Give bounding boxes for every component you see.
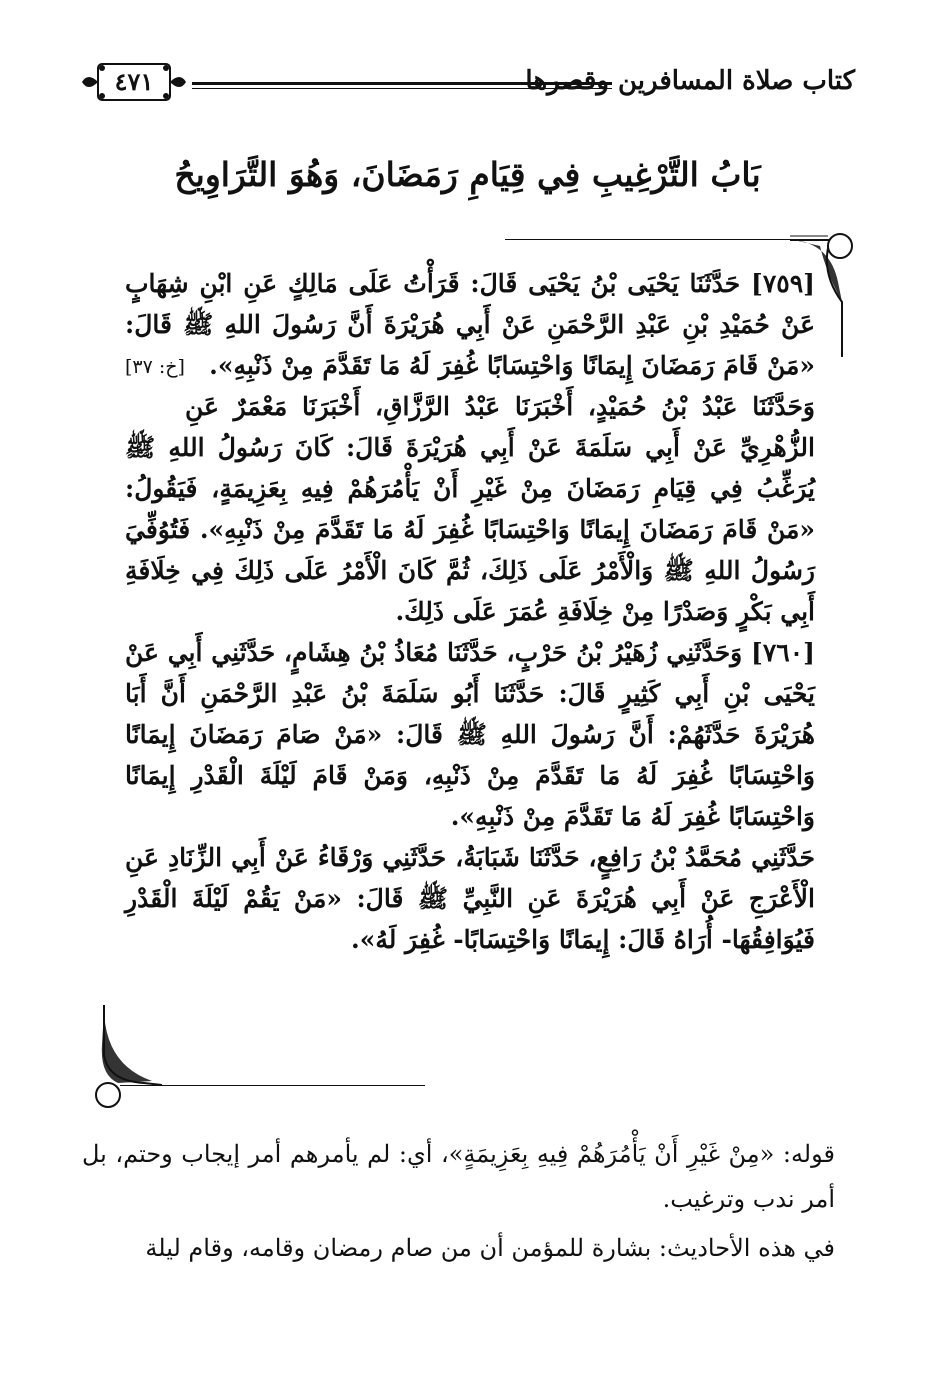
frame-line-bottom xyxy=(120,1085,425,1086)
page-number: ٤٧١ xyxy=(114,67,154,96)
commentary-text xyxy=(82,1132,835,1275)
hadith-paragraph: وَحَدَّثَنَا عَبْدُ بْنُ حُمَيْدٍ، أَخْبَرَنَا عَبْدُ الرَّزَّاقِ، أَخْبَرَنَا مَعْمَرٌ عَنِ الزُّهْرِيِّ عَنْ أَبِي سَلَمَةَ عَنْ أَبِي هُرَيْرَةَ قَالَ: كَانَ رَسُولُ اللهِ ﷺ يُرَغِّبُ فِي قِيَامِ رَمَضَانَ مِنْ غَيْرِ أَنْ يَأْمُرَهُمْ فِيهِ بِعَزِيمَةٍ، فَيَقُولُ: «مَنْ قَامَ رَمَضَانَ إِيمَانًا وَاحْتِسَابًا غُفِرَ لَهُ مَا تَقَدَّمَ مِنْ ذَنْبِهِ». فَتُوُفِّيَ رَسُولُ اللهِ ﷺ وَالْأَمْرُ عَلَى ذَلِكَ، ثُمَّ كَانَ الْأَمْرُ عَلَى ذَلِكَ فِي خِلَافَةِ أَبِي بَكْرٍ وَصَدْرًا مِنْ خِلَافَةِ عُمَرَ عَلَى ذَلِكَ. xyxy=(125,392,815,626)
hadith-paragraph xyxy=(125,263,815,386)
corner-ornament-icon xyxy=(92,1005,162,1115)
hadith-text-759: [٧٥٩] حَدَّثَنَا يَحْيَى بْنُ يَحْيَى قَالَ: قَرَأْتُ عَلَى مَالِكٍ عَنِ ابْنِ شِهَابٍ عَنْ حُمَيْدِ بْنِ عَبْدِ الرَّحْمَنِ عَنْ أَبِي هُرَيْرَةَ أَنَّ رَسُولَ اللهِ ﷺ قَالَ: «مَنْ قَامَ رَمَضَانَ إِيمَانًا وَاحْتِسَابًا غُفِرَ لَهُ مَا تَقَدَّمَ مِنْ ذَنْبِهِ». xyxy=(125,269,815,380)
hadith-paragraph: [٧٦٠] وَحَدَّثَنِي زُهَيْرُ بْنُ حَرْبٍ، حَدَّثَنَا مُعَاذُ بْنُ هِشَامٍ، حَدَّثَنِي أَبِي عَنْ يَحْيَى بْنِ أَبِي كَثِيرٍ قَالَ: حَدَّثَنَا أَبُو سَلَمَةَ بْنُ عَبْدِ الرَّحْمَنِ أَنَّ أَبَا هُرَيْرَةَ حَدَّثَهُمْ: أَنَّ رَسُولَ اللهِ ﷺ قَالَ: «مَنْ صَامَ رَمَضَانَ إِيمَانًا وَاحْتِسَابًا غُفِرَ لَهُ مَا تَقَدَّمَ مِنْ ذَنْبِهِ، وَمَنْ قَامَ لَيْلَةَ الْقَدْرِ إِيمَانًا وَاحْتِسَابًا غُفِرَ لَهُ مَا تَقَدَّمَ مِنْ ذَنْبِهِ». xyxy=(125,638,815,831)
book-title: كتاب صلاة المسافرين وقصرها xyxy=(525,66,855,96)
chapter-title: بَابُ التَّرْغِيبِ فِي قِيَامِ رَمَضَانَ، وَهُوَ التَّرَاوِيحُ xyxy=(174,155,761,194)
commentary-paragraph: قوله: «مِنْ غَيْرِ أَنْ يَأْمُرَهُمْ فِيهِ بِعَزِيمَةٍ»، أي: لم يأمرهم أمر إيجاب وحتم، بل أمر ندب وترغيب. xyxy=(82,1140,835,1213)
bukhari-reference: [خ: ٣٧] xyxy=(125,356,185,378)
commentary-paragraph: في هذه الأحاديث: بشارة للمؤمن أن من صام رمضان وقامه، وقام ليلة xyxy=(145,1234,835,1262)
header-rule xyxy=(192,82,612,85)
page-number-frame xyxy=(80,58,188,106)
hadith-text xyxy=(125,263,815,960)
running-header xyxy=(80,58,855,108)
hadith-paragraph: حَدَّثَنِي مُحَمَّدُ بْنُ رَافِعٍ، حَدَّثَنَا شَبَابَةُ، حَدَّثَنِي وَرْقَاءُ عَنْ أَبِي الزِّنَادِ عَنِ الْأَعْرَجِ عَنْ أَبِي هُرَيْرَةَ عَنِ النَّبِيِّ ﷺ قَالَ: «مَنْ يَقُمْ لَيْلَةَ الْقَدْرِ فَيُوَافِقُهَا- أُرَاهُ قَالَ: إِيمَانًا وَاحْتِسَابًا- غُفِرَ لَهُ». xyxy=(125,843,815,954)
frame-line-top xyxy=(505,239,823,240)
